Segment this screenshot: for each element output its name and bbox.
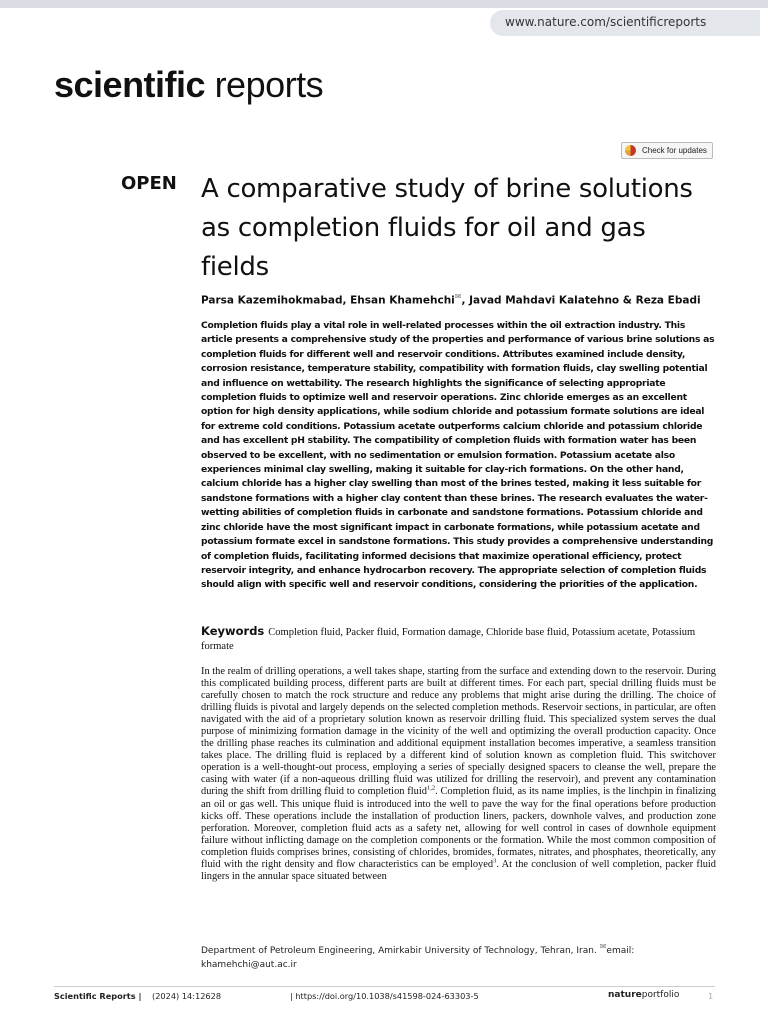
publisher-bold: nature [608, 990, 642, 1000]
journal-logo[interactable] [54, 64, 323, 106]
crossmark-icon [625, 145, 636, 156]
affiliation-mail-icon: ✉ [599, 942, 607, 951]
publisher-light: portfolio [641, 990, 680, 1000]
mail-icon[interactable]: ✉ [454, 292, 462, 301]
keywords-list: Completion fluid, Packer fluid, Formation damage, Chloride base fluid, Potassium acetate, Potassium formate [201, 627, 696, 652]
page-number: 1 [708, 991, 714, 1001]
citation-ref-1[interactable]: 1,2 [426, 785, 436, 792]
check-for-updates-label: Check for updates [642, 146, 707, 155]
open-access-label: OPEN [121, 173, 177, 194]
body-text-part1: In the realm of drilling operations, a well takes shape, starting from the surface and extending down to the reservoir. During this complicated building process, different parts are built at different times. For each part, special drilling fluids must be carefully chosen to match the rock structure and reduce any problems that might arise during the drilling. The choice of drilling fluids is pivotal and largely depends on the selected completion methods. Reservoir sections, in particular, are often navigated with the aid of a proprietary solution known as reservoir drilling fluid. This specialized system serves the dual purpose of minimizing formation damage in the vicinity of the well and optimizing the overall production capacity. Once the drilling phase reaches its culmination and additional equipment installation becomes imperative, a seamless transition takes place. The drilling fluid is replaced by a different kind of solution known as completion fluid. This switchover operation is a well-thought-out process, employing a series of specially designed spacers to cleanse the well, prepare the casing with water (if a non-aqueous drilling fluid was utilized for drilling the reservoir), and prevent any contamination during the shift from drilling fluid to completion fluid [201, 666, 716, 798]
body-text-part2: . Completion fluid, as its name implies, is the linchpin in finalizing an oil or gas well. This unique fluid is introduced into the well to pave the way for the final operations before production kicks off. These operations include the installation of production liners, packers, downhole valves, and production zone perforation. Moreover, completion fluid acts as a safety net, allowing for well control in cases of downhole equipment failure without inflicting damage on the completion components or the formation. While the most common composition of completion fluids comprises brines, consisting of chlorides, bromides, formates, nitrates, and phosphates, theoretically, any fluid with the right density and flow characteristics can be employed [201, 786, 716, 870]
body-text-part3: . At the conclusion of well completion, packer fluid lingers in the annular space situated between [201, 858, 717, 882]
article-title: A comparative study of brine solutions as completion fluids for oil and gas fields [201, 174, 693, 282]
keywords-label: Keywords [201, 624, 265, 638]
publisher-logo [608, 990, 679, 1000]
author-list [201, 292, 721, 307]
citation-ref-2[interactable]: 3 [493, 857, 497, 865]
journal-logo-bold: scientific [54, 64, 206, 105]
check-for-updates-button[interactable] [621, 142, 713, 159]
footer-doi-link[interactable]: | https://doi.org/10.1038/s41598-024-63303-5 [290, 991, 479, 1001]
body-paragraph [201, 666, 716, 883]
abstract: Completion fluids play a vital role in well-related processes within the oil extraction industry. This article presents a comprehensive study of the properties and performance of various brine solutions as completion fluids for different well and reservoir conditions. Attributes examined include density, corrosion resistance, temperature stability, compatibility with formation fluids, clay swelling potential and influence on wettability. The research highlights the significance of selecting appropriate completion fluids to optimize well and reservoir operations. Zinc chloride emerges as an excellent option for high density applications, while sodium chloride and potassium formate solutions are ideal for extreme cold conditions. Potassium acetate outperforms calcium chloride and potassium chloride and has excellent pH stability. The compatibility of completion fluids with formation water has been observed to be excellent, with no sedimentation or emulsion formation. Potassium acetate also experiences minimal clay swelling, making it suitable for clay-rich formations. On the other hand, calcium chloride has a higher clay swelling than most of the brines tested, making it less suitable for sandstone formations with a higher clay content than these brines. The research evaluates the water-wetting abilities of completion fluids in carbonate and sandstone formations. Potassium chloride and zinc chloride have the most significant impact in carbonate formations, while potassium acetate and potassium formate excel in sandstone formations. This study provides a comprehensive understanding of completion fluids, facilitating informed decisions that maximize operational efficiency, protect reservoir integrity, and enhance hydrocarbon recovery. The appropriate selection of completion fluids should align with specific well and reservoir conditions, considering the priorities of the application. [201, 320, 715, 591]
footer-volume: (2024) 14:12628 [152, 991, 222, 1001]
keywords-section [201, 624, 715, 654]
affiliation-email[interactable]: email: khamehchi@aut.ac.ir [201, 946, 635, 970]
journal-url-link[interactable]: www.nature.com/scientificreports [505, 15, 707, 29]
footer-divider [54, 986, 715, 987]
affiliation [201, 940, 717, 972]
authors-first[interactable]: Parsa Kazemihokmabad, Ehsan Khamehchi [201, 294, 455, 307]
footer-journal: Scientific Reports | [54, 991, 142, 1001]
page-footer [54, 991, 715, 1005]
top-bar [0, 0, 768, 8]
affiliation-text: Department of Petroleum Engineering, Amirkabir University of Technology, Tehran, Iran. [201, 946, 597, 956]
journal-logo-light: reports [205, 64, 324, 105]
footnote-divider [201, 935, 715, 936]
authors-rest[interactable]: , Javad Mahdavi Kalatehno & Reza Ebadi [461, 294, 701, 307]
